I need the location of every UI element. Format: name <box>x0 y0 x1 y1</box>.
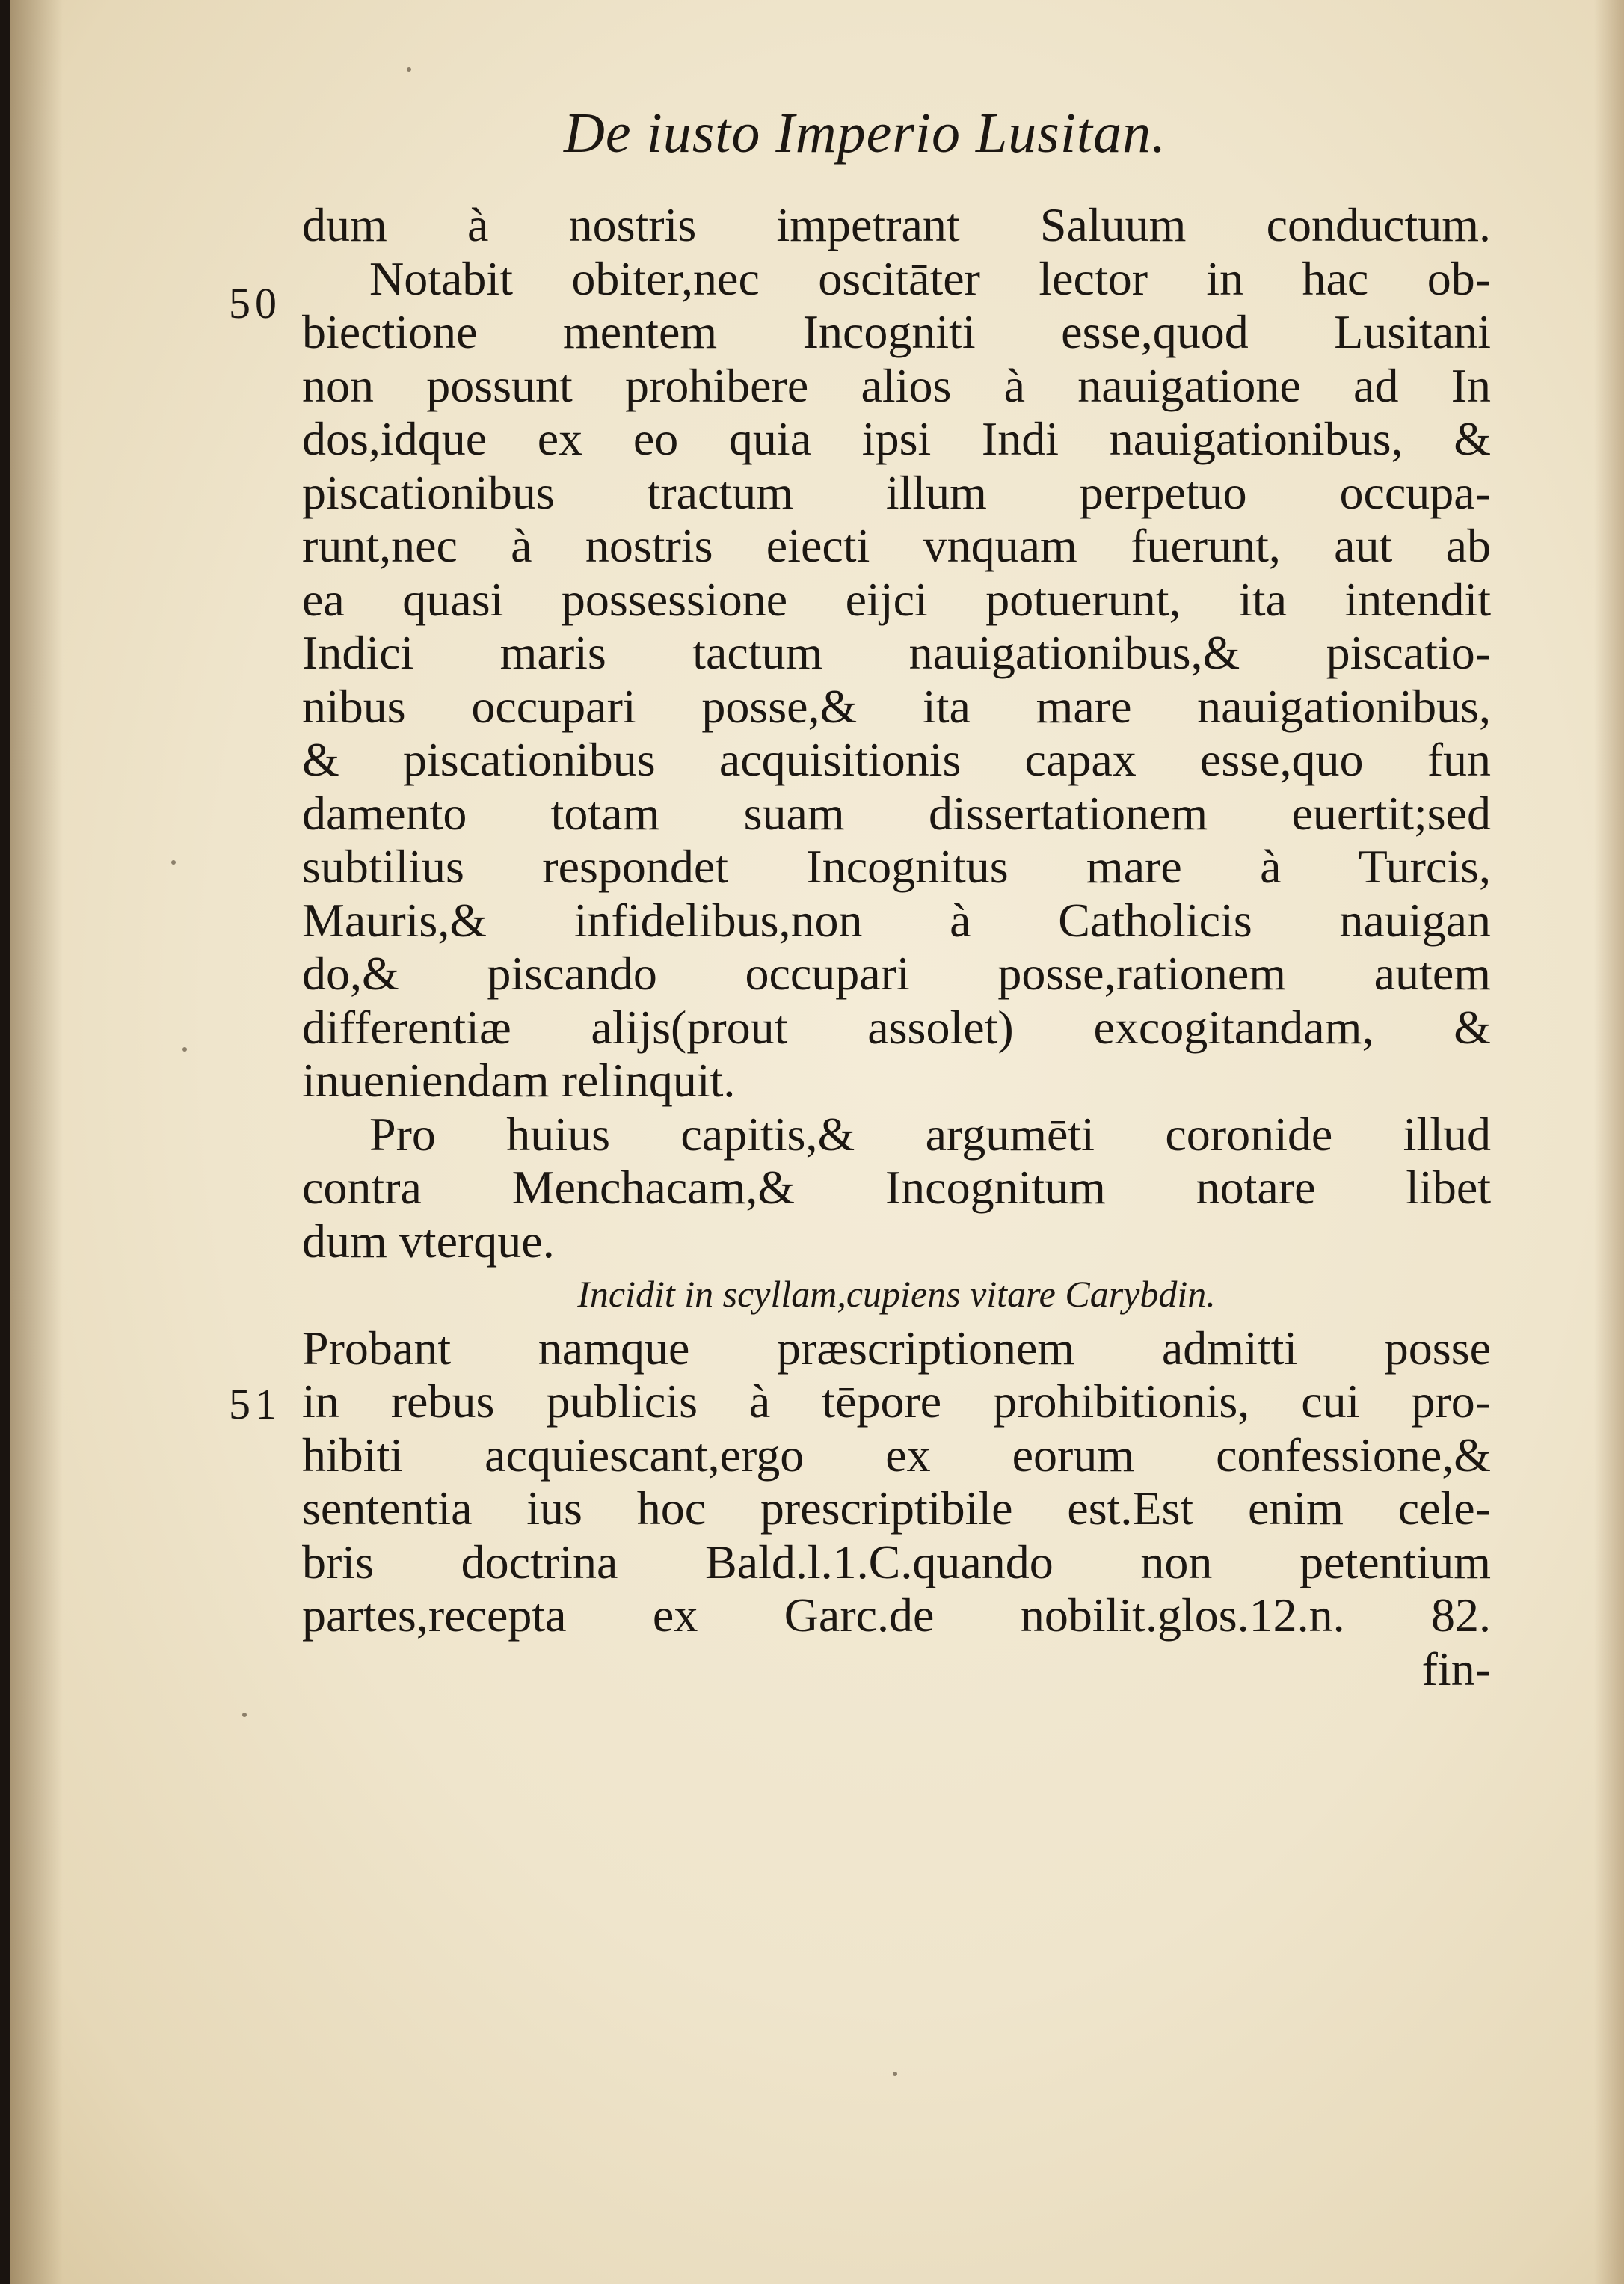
paper-speck <box>171 860 176 865</box>
paper-speck <box>407 67 411 72</box>
body-text <box>302 198 1491 1695</box>
margin-number-50: 50 <box>229 279 281 328</box>
catchword: fin- <box>1421 1642 1491 1695</box>
text-line: Indici maris tactum nauigationibus,& piscatio- <box>302 626 1491 679</box>
text-line: dum à nostris impetrant Saluum conductum. <box>302 198 1491 251</box>
text-line: inueniendam relinquit. <box>302 1054 736 1107</box>
gutter-shadow <box>10 0 63 2284</box>
text-line: bris doctrina Bald.l.1.C.quando non petentium <box>302 1535 1491 1588</box>
running-head: De iusto Imperio Lusitan. <box>564 102 1167 165</box>
book-page <box>10 0 1624 2284</box>
text-line: Pro huius capitis,& argumēti coronide illud <box>369 1107 1491 1161</box>
text-line: contra Menchacam,& Incognitum notare libet <box>302 1161 1491 1214</box>
text-line: non possunt prohibere alios à nauigatione ad In <box>302 358 1491 412</box>
page-edge <box>1594 0 1624 2284</box>
text-line: & piscationibus acquisitionis capax esse,quo fun <box>302 733 1491 786</box>
text-line: do,& piscando occupari posse,rationem autem <box>302 947 1491 1000</box>
text-line: dum vterque. <box>302 1214 555 1268</box>
text-line: runt,nec à nostris eiecti vnquam fuerunt, aut ab <box>302 519 1491 572</box>
text-line: differentiæ alijs(prout assolet) excogitandam, & <box>302 1000 1491 1054</box>
text-line: partes,recepta ex Garc.de nobilit.glos.12.n. 82. <box>302 1588 1491 1642</box>
text-line: biectione mentem Incogniti esse,quod Lusitani <box>302 305 1491 358</box>
text-line: damento totam suam dissertationem euertit;sed <box>302 786 1491 840</box>
text-line: Notabit obiter,nec oscitāter lector in hac ob- <box>369 251 1491 305</box>
text-line: dos,idque ex eo quia ipsi Indi nauigationibus, & <box>302 412 1491 465</box>
margin-number-51: 51 <box>229 1380 281 1428</box>
text-line: sententia ius hoc prescriptibile est.Est enim cele- <box>302 1482 1491 1535</box>
paper-speck <box>242 1713 247 1717</box>
text-line: ea quasi possessione eijci potuerunt, ita intendit <box>302 572 1491 626</box>
paper-speck <box>893 2072 897 2076</box>
text-line: Mauris,& infidelibus,non à Catholicis nauigan <box>302 893 1491 947</box>
paper-speck <box>182 1047 187 1052</box>
text-line: nibus occupari posse,& ita mare nauigationibus, <box>302 679 1491 733</box>
text-line: hibiti acquiescant,ergo ex eorum confessione,& <box>302 1428 1491 1482</box>
verse-quotation: Incidit in scyllam,cupiens vitare Carybdin. <box>577 1273 1216 1315</box>
text-line: piscationibus tractum illum perpetuo occupa- <box>302 465 1491 519</box>
text-line: in rebus publicis à tēpore prohibitionis, cui pro- <box>302 1375 1491 1428</box>
text-line: Probant namque præscriptionem admitti posse <box>302 1321 1491 1375</box>
text-line: subtilius respondet Incognitus mare à Turcis, <box>302 840 1491 893</box>
